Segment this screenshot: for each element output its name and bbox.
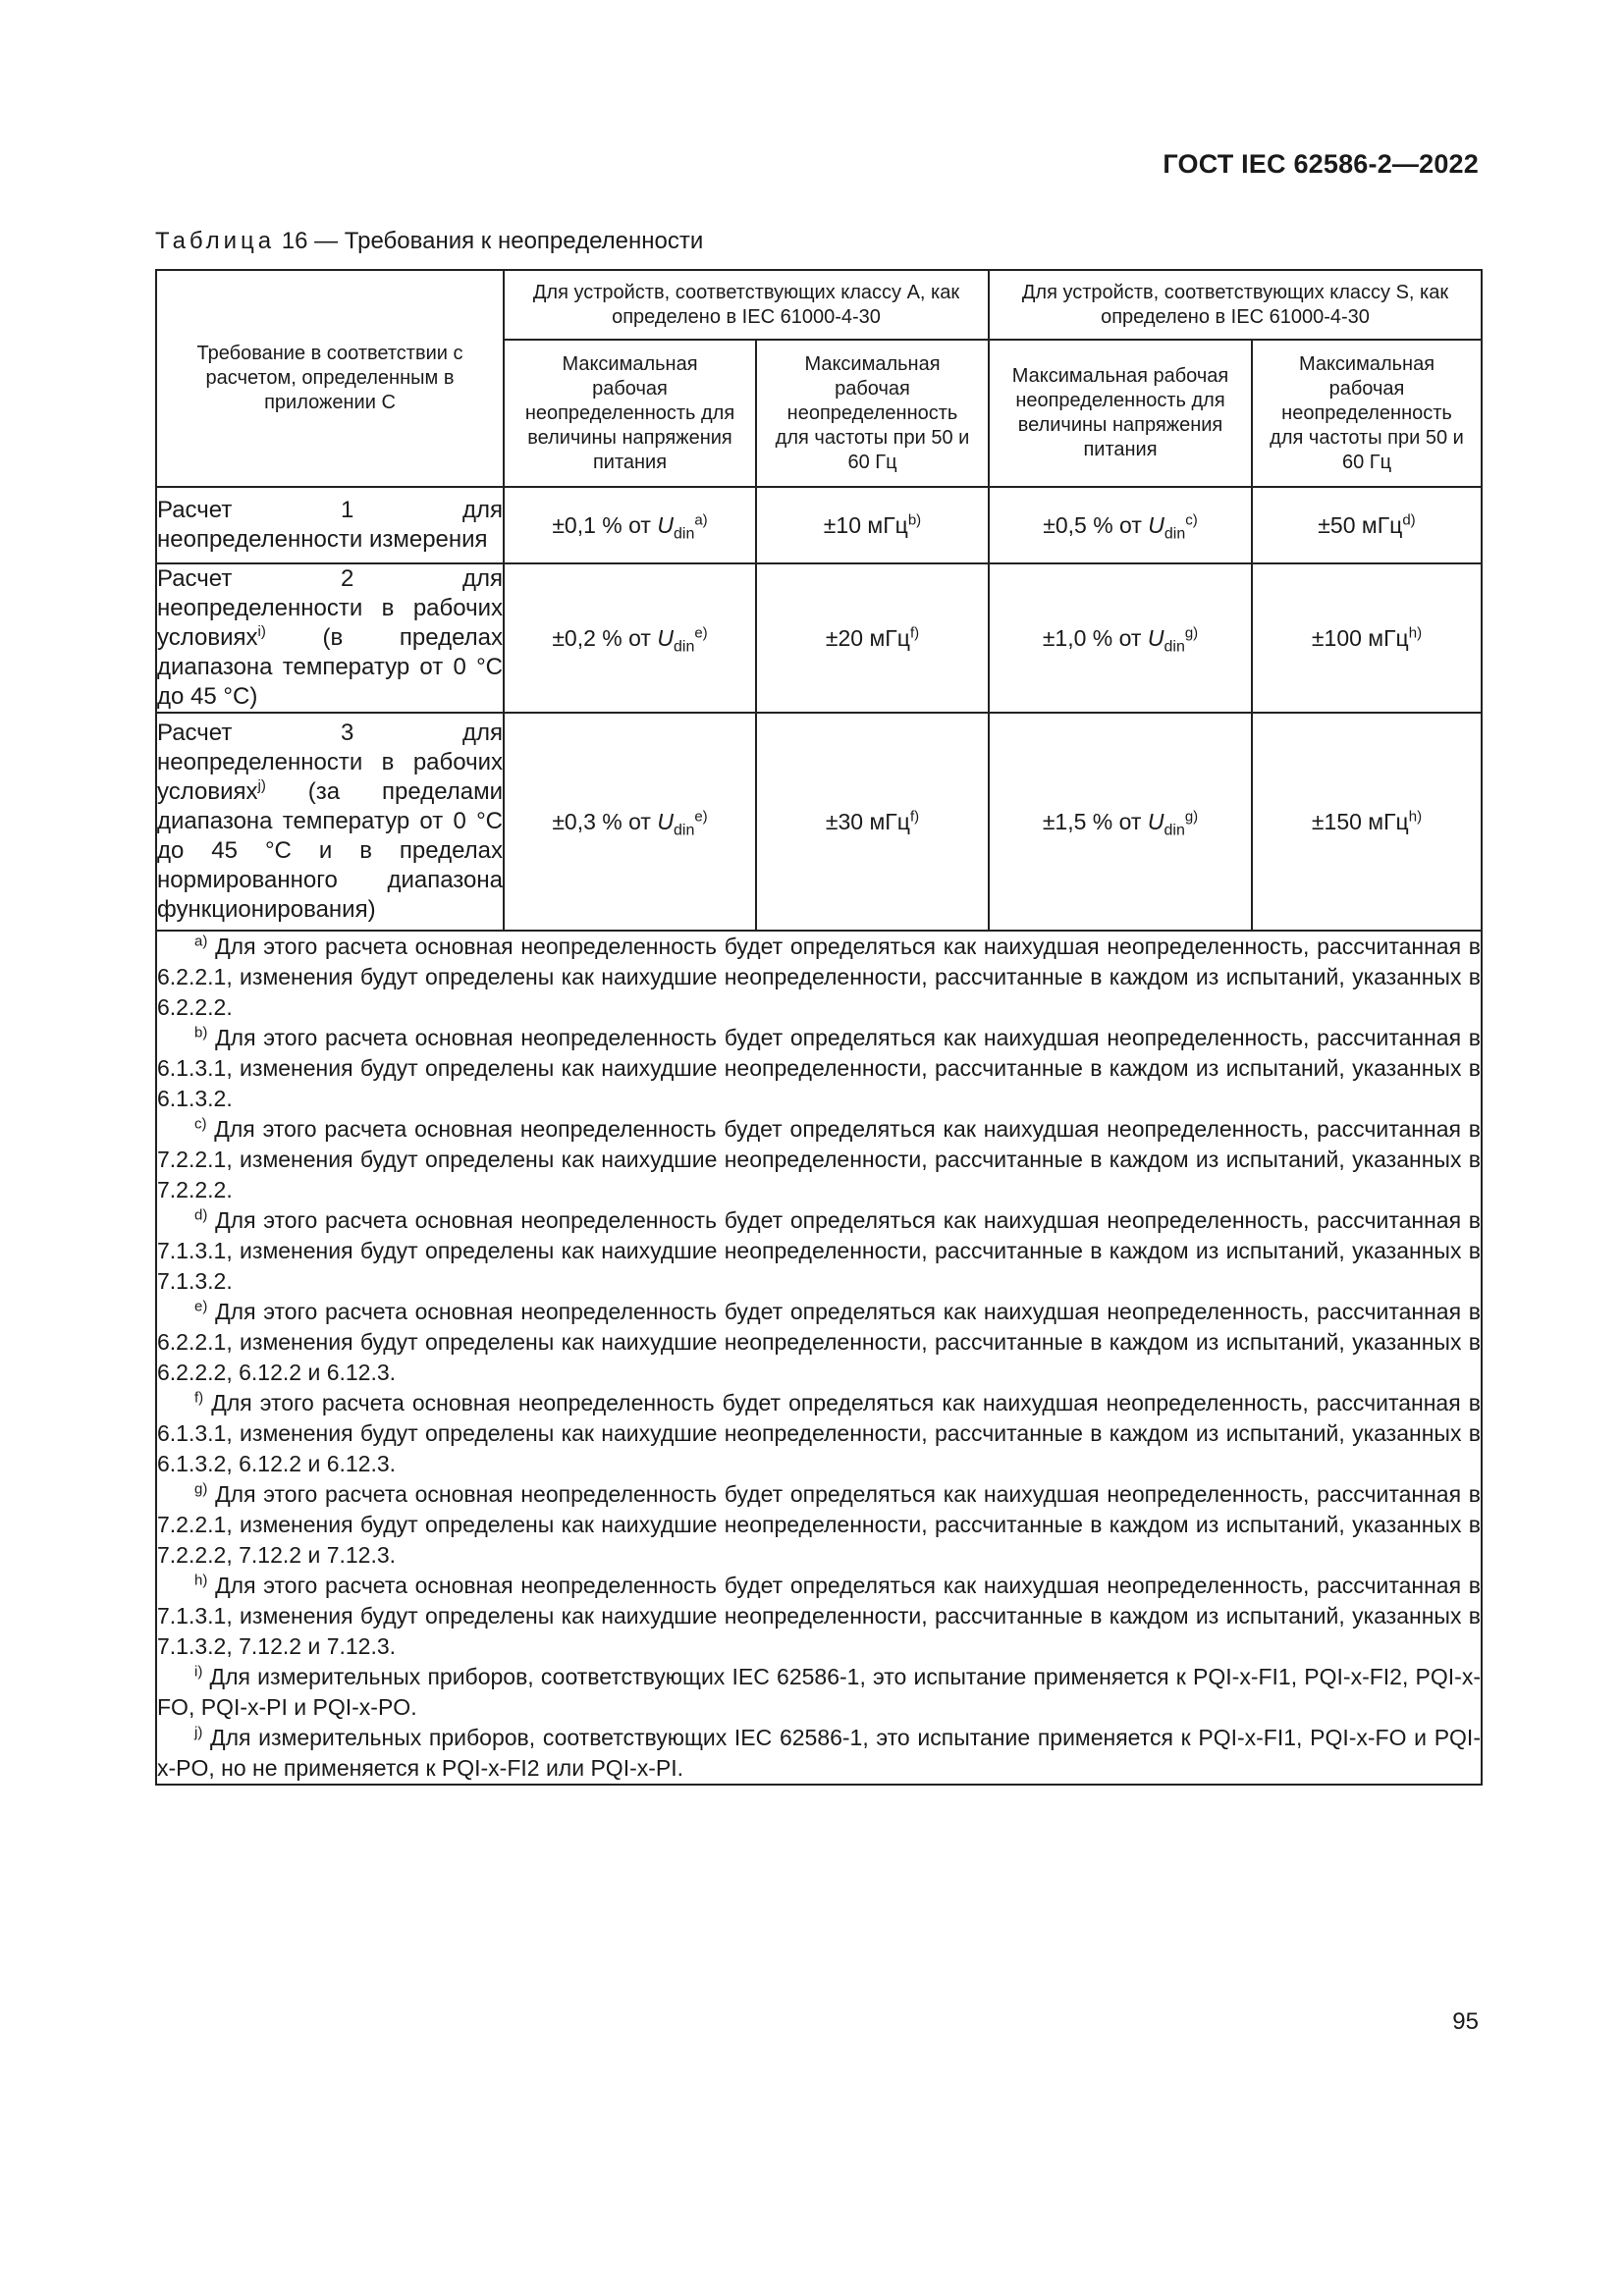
corner-header: Требование в соответствии с расчетом, определенным в приложении С (156, 270, 504, 487)
footnotes-row (156, 931, 1482, 1785)
value-cell: ±150 мГц$^{h)}$ (1252, 713, 1482, 931)
class-s-voltage-header: Максимальная рабочая неопределенность для величины напряжения питания (989, 340, 1252, 487)
page-number: 95 (1452, 2008, 1479, 2035)
footnote: $^{f)}$ Для этого расчета основная неопределенность будет определяться как наихудшая неопределенность, рассчитанная в 6.1.3.1, изменения будут определены как наихудшие неопределенности, рассчитанные в каждом из испытаний, указанных в 6.1.3.2, 6.12.2 и 6.12.3. (157, 1389, 1481, 1476)
footnote: $^{d)}$ Для этого расчета основная неопределенность будет определяться как наихудшая неопределенность, рассчитанная в 7.1.3.1, изменения будут определены как наихудшие неопределенности, рассчитанные в каждом из испытаний, указанных в 7.1.3.2. (157, 1206, 1481, 1294)
table-caption-label: Таблица (155, 228, 276, 254)
uncertainty-requirements-table (155, 269, 1483, 1786)
row-label: Расчет 1 для неопределенности измерения (156, 487, 504, 563)
value-cell: ±30 мГц$^{f)}$ (756, 713, 989, 931)
footnote: $^{e)}$ Для этого расчета основная неопределенность будет определяться как наихудшая неопределенность, рассчитанная в 6.2.2.1, изменения будут определены как наихудшие неопределенности, рассчитанные в каждом из испытаний, указанных в 6.2.2.2, 6.12.2 и 6.12.3. (157, 1298, 1481, 1385)
value-cell: ±50 мГц$^{d)}$ (1252, 487, 1482, 563)
table-row (156, 563, 1482, 713)
value-cell: ±20 мГц$^{f)}$ (756, 563, 989, 713)
class-s-header: Для устройств, соответствующих классу S, как определено в IEC 61000-4-30 (989, 270, 1482, 340)
standard-designation: ГОСТ IEC 62586-2—2022 (1163, 149, 1479, 179)
value-cell: ±0,5 % от $U_{din}^{c)}$ (989, 487, 1252, 563)
table-row (156, 487, 1482, 563)
row-label: Расчет 3 для неопределенности в рабочих условиях$^{j)}$ (за пределами диапазона температур от 0 °C до 45 °C и в пределах нормированного диапазона функционирования) (156, 713, 504, 931)
class-a-header: Для устройств, соответствующих классу А, как определено в IEC 61000-4-30 (504, 270, 989, 340)
footnote: $^{i)}$ Для измерительных приборов, соответствующих IEC 62586-1, это испытание применяется к PQI-x-FI1, PQI-x-FI2, PQI-x-FO, PQI-x-PI и PQI-x-PO. (157, 1663, 1481, 1720)
footnote: $^{a)}$ Для этого расчета основная неопределенность будет определяться как наихудшая неопределенность, рассчитанная в 6.2.2.1, изменения будут определены как наихудшие неопределенности, рассчитанные в каждом из испытаний, указанных в 6.2.2.2. (157, 933, 1481, 1020)
value-cell: ±0,3 % от $U_{din}^{e)}$ (504, 713, 756, 931)
footnote: $^{j)}$ Для измерительных приборов, соответствующих IEC 62586-1, это испытание применяется к PQI-x-FI1, PQI-x-FO и PQI-x-PO, но не применяется к PQI-x-FI2 или PQI-x-PI. (157, 1724, 1481, 1781)
class-a-frequency-header: Максимальная рабочая неопределенность для частоты при 50 и 60 Гц (756, 340, 989, 487)
value-cell: ±10 мГц$^{b)}$ (756, 487, 989, 563)
table-caption (155, 228, 703, 255)
value-cell: ±1,0 % от $U_{din}^{g)}$ (989, 563, 1252, 713)
footnotes (156, 931, 1482, 1785)
footnote: $^{g)}$ Для этого расчета основная неопределенность будет определяться как наихудшая неопределенность, рассчитанная в 7.2.2.1, изменения будут определены как наихудшие неопределенности, рассчитанные в каждом из испытаний, указанных в 7.2.2.2, 7.12.2 и 7.12.3. (157, 1480, 1481, 1568)
footnote: $^{b)}$ Для этого расчета основная неопределенность будет определяться как наихудшая неопределенность, рассчитанная в 6.1.3.1, изменения будут определены как наихудшие неопределенности, рассчитанные в каждом из испытаний, указанных в 6.1.3.2. (157, 1024, 1481, 1111)
value-cell: ±0,2 % от $U_{din}^{e)}$ (504, 563, 756, 713)
table-row (156, 713, 1482, 931)
value-cell: ±0,1 % от $U_{din}^{a)}$ (504, 487, 756, 563)
class-a-voltage-header: Максимальная рабочая неопределенность для величины напряжения питания (504, 340, 756, 487)
value-cell: ±100 мГц$^{h)}$ (1252, 563, 1482, 713)
table-caption-title: 16 — Требования к неопределенности (275, 228, 704, 254)
class-s-frequency-header: Максимальная рабочая неопределенность для частоты при 50 и 60 Гц (1252, 340, 1482, 487)
footnote: $^{h)}$ Для этого расчета основная неопределенность будет определяться как наихудшая неопределенность, рассчитанная в 7.1.3.1, изменения будут определены как наихудшие неопределенности, рассчитанные в каждом из испытаний, указанных в 7.1.3.2, 7.12.2 и 7.12.3. (157, 1572, 1481, 1659)
value-cell: ±1,5 % от $U_{din}^{g)}$ (989, 713, 1252, 931)
footnote: $^{c)}$ Для этого расчета основная неопределенность будет определяться как наихудшая неопределенность, рассчитанная в 7.2.2.1, изменения будут определены как наихудшие неопределенности, рассчитанные в каждом из испытаний, указанных в 7.2.2.2. (157, 1115, 1481, 1202)
row-label: Расчет 2 для неопределенности в рабочих условиях$^{i)}$ (в пределах диапазона температур от 0 °C до 45 °C) (156, 563, 504, 713)
